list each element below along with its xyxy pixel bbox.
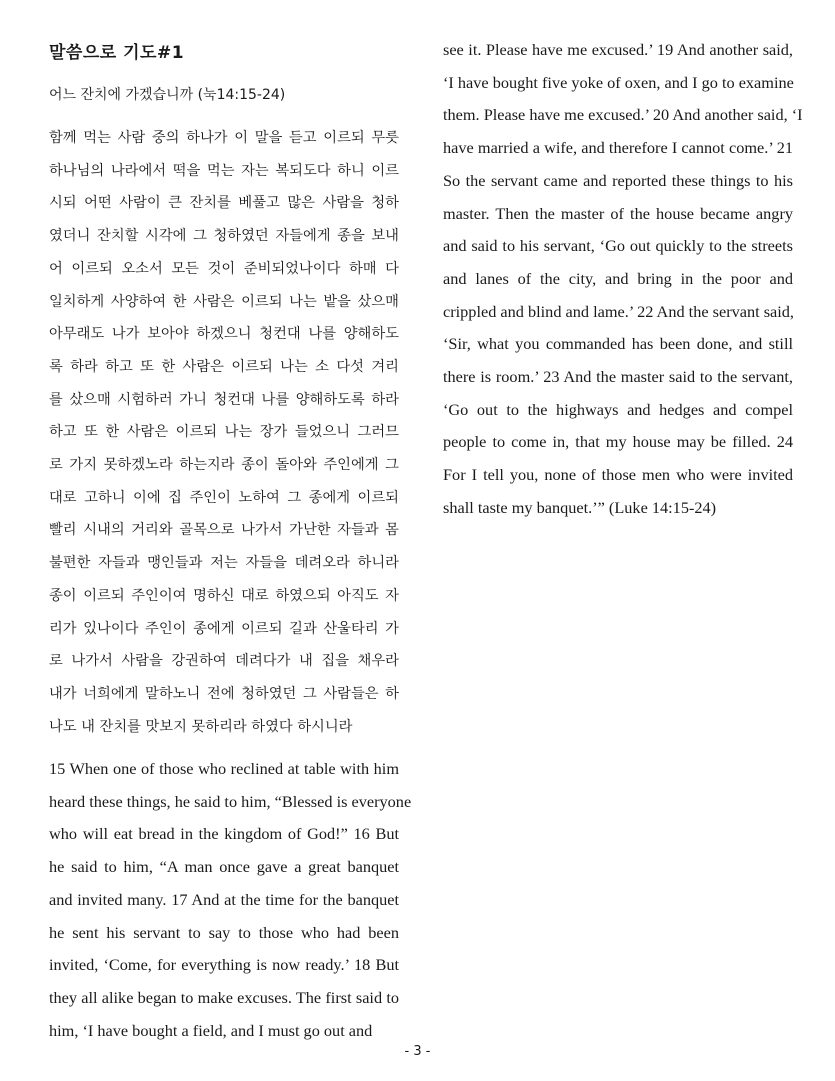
text-line: shall taste my banquet.’” (Luke 14:15-24) — [443, 497, 717, 517]
text-line: who will eat bread in the kingdom of God!” 16 But — [49, 824, 399, 844]
text-line: see it. Please have me excused.’ 19 And another said, — [443, 40, 793, 59]
text-line: master. Then the master of the house became angry — [443, 203, 793, 223]
text-line: 대로 고하니 이에 집 주인이 노하여 그 종에게 이르되 — [49, 489, 399, 506]
text-line: him, ‘I have bought a field, and I must go out and — [49, 1020, 373, 1040]
english-passage-left — [49, 753, 412, 1047]
text-line: he said to him, “A man once gave a great banquet — [49, 857, 399, 877]
text-line: people to come in, that my house may be filled. 24 — [443, 432, 793, 452]
text-line: invited, ‘Come, for everything is now ready.’ 18 But — [49, 955, 399, 975]
text-line: 아무래도 나가 보아야 하겠으니 청컨대 나를 양해하도 — [49, 326, 399, 343]
text-line: and said to his servant, ‘Go out quickly to the streets — [443, 236, 793, 256]
text-line: So the servant came and reported these things to his — [443, 170, 793, 190]
text-line: they all alike began to make excuses. The first said to — [49, 987, 399, 1007]
text-line: ‘I have bought five yoke of oxen, and I go to examine — [443, 72, 794, 92]
text-line: 였더니 잔치할 시각에 그 청하였던 자들에게 종을 보내 — [49, 228, 399, 245]
page-number: - 3 - — [404, 1044, 431, 1059]
text-line: 리가 있나이다 주인이 종에게 이르되 길과 산울타리 가 — [49, 620, 399, 637]
text-line: ‘Sir, what you commanded has been done, and still — [443, 334, 793, 354]
text-line: 종이 이르되 주인이여 명하신 대로 하였으되 아직도 자 — [49, 587, 399, 604]
text-line: and lanes of the city, and bring in the poor and — [443, 268, 793, 288]
text-line: 어 이르되 오소서 모든 것이 준비되었나이다 하매 다 — [49, 260, 399, 277]
text-line: 시되 어떤 사람이 큰 잔치를 베풀고 많은 사람을 청하 — [49, 195, 399, 212]
text-line: 불편한 자들과 맹인들과 저는 자들을 데려오라 하니라 — [49, 555, 399, 572]
text-line: 하나님의 나라에서 떡을 먹는 자는 복되도다 하니 이르 — [49, 162, 399, 179]
text-line: crippled and blind and lame.’ 22 And the servant said, — [443, 301, 795, 321]
page-title: 말씀으로 기도#1 — [49, 43, 185, 63]
text-line: them. Please have me excused.’ 20 And another said, ‘I — [443, 105, 803, 125]
text-line: heard these things, he said to him, “Blessed is everyone — [49, 791, 412, 811]
text-line: 록 하라 하고 또 한 사람은 이르되 나는 소 다섯 겨리 — [49, 358, 399, 375]
text-line: 빨리 시내의 거리와 골목으로 나가서 가난한 자들과 몸 — [49, 522, 399, 539]
text-line: and invited many. 17 And at the time for the banquet — [49, 889, 399, 909]
text-line: 내가 너희에게 말하노니 전에 청하였던 그 사람들은 하 — [49, 685, 399, 702]
text-line: 함께 먹는 사람 중의 하나가 이 말을 듣고 이르되 무릇 — [49, 130, 399, 146]
text-line: For I tell you, none of those men who were invited — [443, 465, 793, 485]
text-line: have married a wife, and therefore I cannot come.’ 21 — [443, 138, 793, 158]
text-line: 를 샀으매 시험하러 가니 청컨대 나를 양해하도록 하라 — [49, 391, 399, 408]
english-passage-right — [443, 34, 803, 525]
text-line: 로 가지 못하겠노라 하는지라 종이 돌아와 주인에게 그 — [49, 457, 399, 474]
text-line: 일치하게 사양하여 한 사람은 이르되 나는 밭을 샀으매 — [49, 293, 399, 310]
text-line: he sent his servant to say to those who had been — [49, 922, 399, 942]
korean-passage — [49, 122, 399, 743]
text-line: 하고 또 한 사람은 이르되 나는 장가 들었으니 그러므 — [49, 424, 399, 441]
text-line: 나도 내 잔치를 맛보지 못하리라 하였다 하시니라 — [49, 718, 353, 735]
text-line: 15 When one of those who reclined at table with him — [49, 759, 399, 778]
text-line: there is room.’ 23 And the master said to the servant, — [443, 367, 793, 387]
passage-subtitle: 어느 잔치에 가겠습니까 (눅14:15-24) — [49, 87, 286, 103]
text-line: ‘Go out to the highways and hedges and compel — [443, 399, 793, 419]
text-line: 로 나가서 사람을 강권하여 데려다가 내 집을 채우라 — [49, 653, 399, 670]
